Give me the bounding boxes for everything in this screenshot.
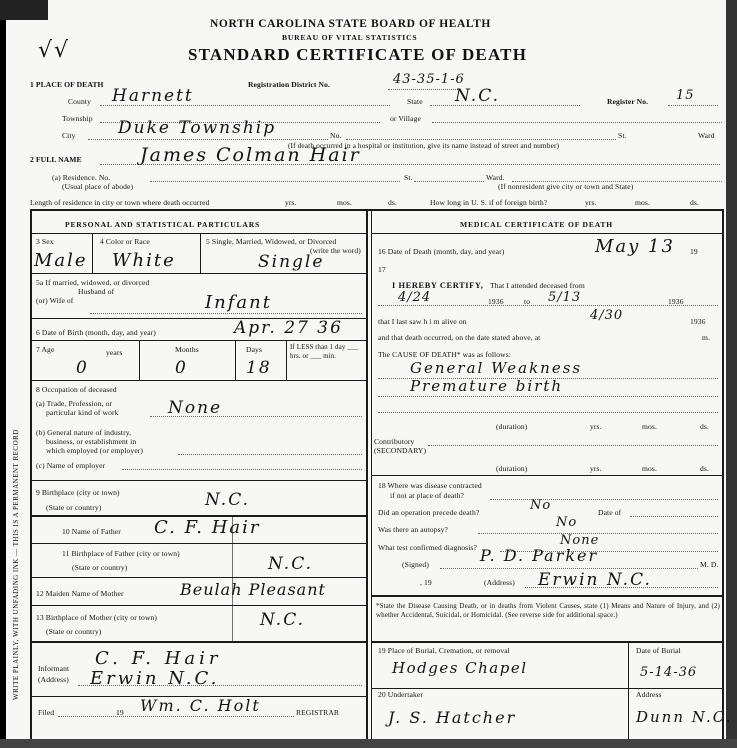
res-yrs: yrs. [285,198,297,207]
res-ds: ds. [388,198,397,207]
color-label: 4 Color or Race [100,237,150,246]
occ-b-3: which employed (or employer) [46,446,144,455]
informant-value: C. F. Hair [95,648,222,669]
father-bp-value: N.C. [268,554,313,574]
father-label: 10 Name of Father [62,527,121,536]
us-yrs: yrs. [585,198,597,207]
occupation-value: None [168,398,223,418]
death-stated: and that death occurred, on the date stated above, at [378,333,541,342]
state-value: N.C. [455,86,500,106]
footnote: *State the Disease Causing Death, or in deaths from Violent Causes, state (1) Means and Nature of Injury, and (2) whether Accidental, Suicidal, or Homicidal. (See reverse side for additional space.) [376,602,720,620]
registrar-value: Wm. C. Holt [140,696,261,715]
age-months-value: 0 [175,358,188,378]
residence-ward-label: Ward. [486,173,505,182]
occupation-label: 8 Occupation of deceased [36,385,117,394]
duration-1-mos: mos. [642,422,657,431]
autopsy-value: No [556,515,578,530]
age-days-value: 18 [246,358,272,378]
duration-1: (duration) [496,422,528,431]
birthplace-state: (State or country) [46,503,102,512]
birthplace-label: 9 Birthplace (city or town) [36,488,120,497]
months-label: Months [175,345,199,354]
county-label: County [68,97,91,106]
med-address-label: (Address) [484,578,515,587]
marital-note: (write the word) [310,246,361,255]
signed-label: (Signed) [402,560,429,569]
med-address-value: Erwin N.C. [538,570,652,590]
marital-value: Single [258,252,325,272]
grid-right-rule [722,209,724,739]
occ-a-1: (a) Trade, Profession, or [36,399,113,408]
alive-label: that I last saw h i m alive on [378,317,467,326]
register-value: 15 [676,88,695,103]
father-bp-state: (State or country) [72,563,128,572]
marital-label: 5 Single, Married, Widowed, or Divorced [206,237,337,246]
duration-2-mos: mos. [642,464,657,473]
undertaker-address-label: Address [636,690,662,699]
contributory-label: Contributory [374,437,415,446]
days-label: Days [246,345,263,354]
sex-label: 3 Sex [36,237,54,246]
year-1: 1936 [488,297,504,306]
spouse-value: Infant [205,292,272,313]
st-label: St. [618,131,627,140]
n18-label: 18 Where was disease contracted [378,481,482,490]
certify-text: That I attended deceased from [490,281,585,290]
test-value: None [560,533,600,548]
father-bp-label: 11 Birthplace of Father (city or town) [62,549,180,558]
residence-st-label: St. [404,173,413,182]
hospital-note: (If death occurred in a hospital or institution, give its name instead of street and number) [288,141,560,150]
burial-label: 19 Place of Burial, Cremation, or removal [378,646,510,655]
color-value: White [112,250,176,271]
place-of-death-label: 1 PLACE OF DEATH [30,80,104,89]
cause-1: General Weakness [410,359,583,377]
undertaker-value: J. S. Hatcher [388,708,517,727]
cause-label: The CAUSE OF DEATH* was as follows: [378,350,512,359]
duration-2-ds: ds. [700,464,709,473]
burial-value: Hodges Chapel [392,659,528,677]
m-label: m. [702,333,711,342]
year-3: 1936 [690,317,706,326]
res-mos: mos. [337,198,352,207]
spouse-label-2: Husband of [78,287,115,296]
duration-1-yrs: yrs. [590,422,602,431]
cause-2: Premature birth [410,377,564,395]
scan-right-edge [726,0,737,748]
n18b-label: if not at place of death? [390,491,464,500]
dod-19: 19 [690,247,698,256]
mother-value: Beulah Pleasant [180,580,326,599]
ward-label: Ward [698,131,715,140]
grid-center-rule-2 [371,209,372,739]
occ-a-2: particular kind of work [46,408,119,417]
operation-value: No [530,498,552,513]
state-label: State [407,97,423,106]
filed-19: 19 [116,708,124,717]
birthplace-value: N.C. [205,490,250,510]
secondary-label: (SECONDARY) [374,446,427,455]
filed-label: Filed [38,708,55,717]
undertaker-address-value: Dunn N.C. [636,708,733,726]
certify-label: I HEREBY CERTIFY, [392,281,484,290]
operation-label: Did an operation precede death? [378,508,480,517]
occ-b-1: (b) General nature of industry, [36,428,132,437]
residence-abode: (Usual place of abode) [62,182,134,191]
certificate-title: STANDARD CERTIFICATE OF DEATH [188,45,528,64]
mother-label: 12 Maiden Name of Mother [36,589,124,598]
registration-district-value: 43-35-1-6 [393,72,465,87]
county-value: Harnett [112,86,194,106]
dod-label: 16 Date of Death (month, day, and year) [378,247,505,256]
alive-date: 4/30 [590,308,624,323]
registrar-label: REGISTRAR [296,708,340,717]
registration-district-label: Registration District No. [248,80,331,89]
less-than-day-label: If LESS than 1 day ___ hrs. or ___ min. [290,343,359,360]
grid-center-rule [366,209,368,739]
informant-address-label: (Address) [38,675,69,684]
city-label: City [62,131,76,140]
duration-2: (duration) [496,464,528,473]
autopsy-label: Was there an autopsy? [378,525,449,534]
to-date: 5/13 [548,290,582,305]
year-2: 1936 [668,297,684,306]
dob-label: 6 Date of Birth (month, day, and year) [36,328,156,337]
father-value: C. F. Hair [154,517,261,538]
signed-value: P. D. Parker [480,546,599,565]
comma-19: , 19 [420,578,432,587]
residence-label: (a) Residence. No. [52,173,111,182]
dod-value: May 13 [595,236,675,257]
grid-top-rule [30,209,724,211]
medical-heading: MEDICAL CERTIFICATE OF DEATH [460,220,613,229]
nonresident-note: (If nonresident give city or town and State) [498,182,634,191]
test-label: What test confirmed diagnosis? [378,543,477,552]
md-label: M. D. [700,560,719,569]
undertaker-label: 20 Undertaker [378,690,423,699]
board-title: NORTH CAROLINA STATE BOARD OF HEALTH [210,18,491,30]
informant-address-value: Erwin N.C. [90,668,220,689]
township-label: Township [62,114,93,123]
village-label: or Village [390,114,421,123]
us-label: How long in U. S. if of foreign birth? [430,198,548,207]
age-label: 7 Age [36,345,55,354]
informant-label: Informant [38,664,70,673]
scan-corner [0,0,48,20]
mother-bp-value: N.C. [260,610,305,630]
no-label: No. [330,131,342,140]
duration-1-ds: ds. [700,422,709,431]
city-value: Duke Township [118,118,277,138]
spouse-label-1: 5a If married, widowed, or divorced [36,278,150,287]
burial-date-label: Date of Burial [636,646,681,655]
length-residence-label: Length of residence in city or town where death occurred [30,198,210,207]
to-label: to [524,297,531,306]
occ-b-2: business, or establishment in [46,437,137,446]
date-of-label: Date of [598,508,622,517]
n17: 17 [378,265,386,274]
register-label: Register No. [607,97,649,106]
mother-bp-label: 13 Birthplace of Mother (city or town) [36,613,158,622]
full-name-value: James Colman Hair [140,144,361,166]
from-date: 4/24 [398,290,432,305]
scan-left-edge [0,0,6,748]
bureau-title: BUREAU OF VITAL STATISTICS [282,33,418,42]
spouse-label-3: (or) Wife of [36,296,74,305]
full-name-label: 2 FULL NAME [30,155,82,164]
mother-bp-state: (State or country) [46,627,102,636]
dob-value: Apr. 27 36 [234,318,343,338]
us-ds: ds. [690,198,699,207]
margin-instruction: WRITE PLAINLY, WITH UNFADING INK — THIS IS A PERMANENT RECORD [12,429,20,700]
years-label: years [106,348,123,357]
personal-heading: PERSONAL AND STATISTICAL PARTICULARS [65,220,260,229]
us-mos: mos. [635,198,650,207]
occ-c: (c) Name of employer [36,461,106,470]
age-years-value: 0 [76,358,89,378]
duration-2-yrs: yrs. [590,464,602,473]
grid-left-rule [30,209,32,739]
scan-bottom-edge [0,739,737,748]
check-marks: √√ [38,38,71,63]
sex-value: Male [34,250,88,271]
burial-date-value: 5-14-36 [640,665,698,680]
